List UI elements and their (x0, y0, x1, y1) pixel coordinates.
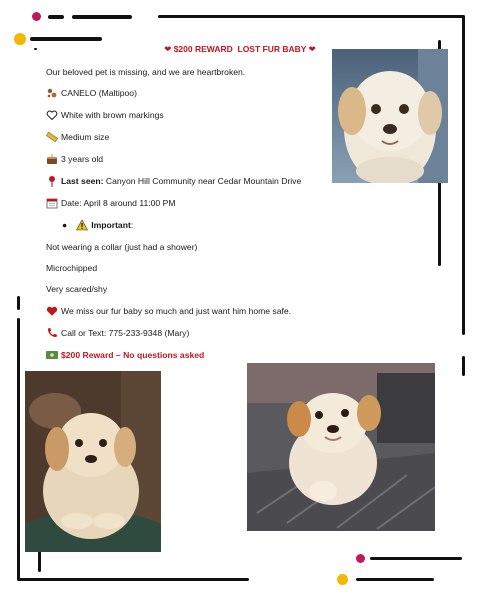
phone-icon (46, 327, 58, 339)
pin-icon (46, 175, 58, 187)
headline-reward: $200 REWARD (173, 44, 233, 54)
warning-icon (76, 219, 88, 231)
yellow-dot (337, 574, 348, 585)
heart-icon (46, 305, 58, 317)
size-line: Medium size (46, 131, 109, 143)
frame-left-dash (17, 296, 20, 310)
magenta-dot (32, 12, 41, 21)
heart-icon: ❤ (308, 44, 316, 54)
calendar-icon (46, 197, 58, 209)
frame-right-line (462, 15, 465, 335)
white-heart-icon (46, 109, 58, 121)
contact-line: Call or Text: 775-233-9348 (Mary) (46, 327, 189, 339)
ruler-icon (46, 131, 58, 143)
frame-top-inner-line (34, 48, 37, 50)
frame-dash (370, 557, 462, 560)
note-chip: Microchipped (46, 263, 98, 273)
note-collar: Not wearing a collar (just had a shower) (46, 242, 198, 252)
heart-icon: ❤ (164, 44, 172, 54)
name-line: CANELO (Maltipoo) (46, 87, 137, 99)
frame-bottom-line (17, 578, 249, 581)
miss-message-line: We miss our fur baby so much and just want him home safe. (46, 305, 291, 317)
paw-prints-icon (46, 87, 58, 99)
yellow-dot (14, 33, 26, 45)
money-icon (46, 349, 58, 361)
frame-dash (72, 15, 132, 19)
reward-footer-line: $200 Reward – No questions asked (46, 349, 204, 361)
dog-photo-closeup (332, 49, 448, 183)
bullet-dot: ● (62, 220, 68, 230)
age-line: 3 years old (46, 153, 103, 165)
magenta-dot (356, 554, 365, 563)
frame-dash (30, 37, 102, 41)
frame-right-dash (462, 356, 465, 376)
frame-top-line (158, 15, 464, 18)
frame-left-line (17, 318, 20, 580)
frame-dash (48, 15, 64, 19)
note-scared: Very scared/shy (46, 284, 108, 294)
intro-line: Our beloved pet is missing, and we are heartbroken. (46, 67, 246, 77)
dog-photo-cushion (25, 371, 161, 552)
last-seen-line: Last seen: Canyon Hill Community near Cedar Mountain Drive (46, 175, 301, 187)
flyer-headline (150, 44, 330, 55)
important-line: ● Important : (62, 220, 134, 230)
dog-photo-couch (247, 363, 435, 531)
date-line: Date: April 8 around 11:00 PM (46, 197, 176, 209)
headline-lost: LOST FUR BABY (237, 44, 307, 54)
cake-icon (46, 153, 58, 165)
color-line: White with brown markings (46, 109, 164, 121)
frame-dash (356, 578, 434, 581)
